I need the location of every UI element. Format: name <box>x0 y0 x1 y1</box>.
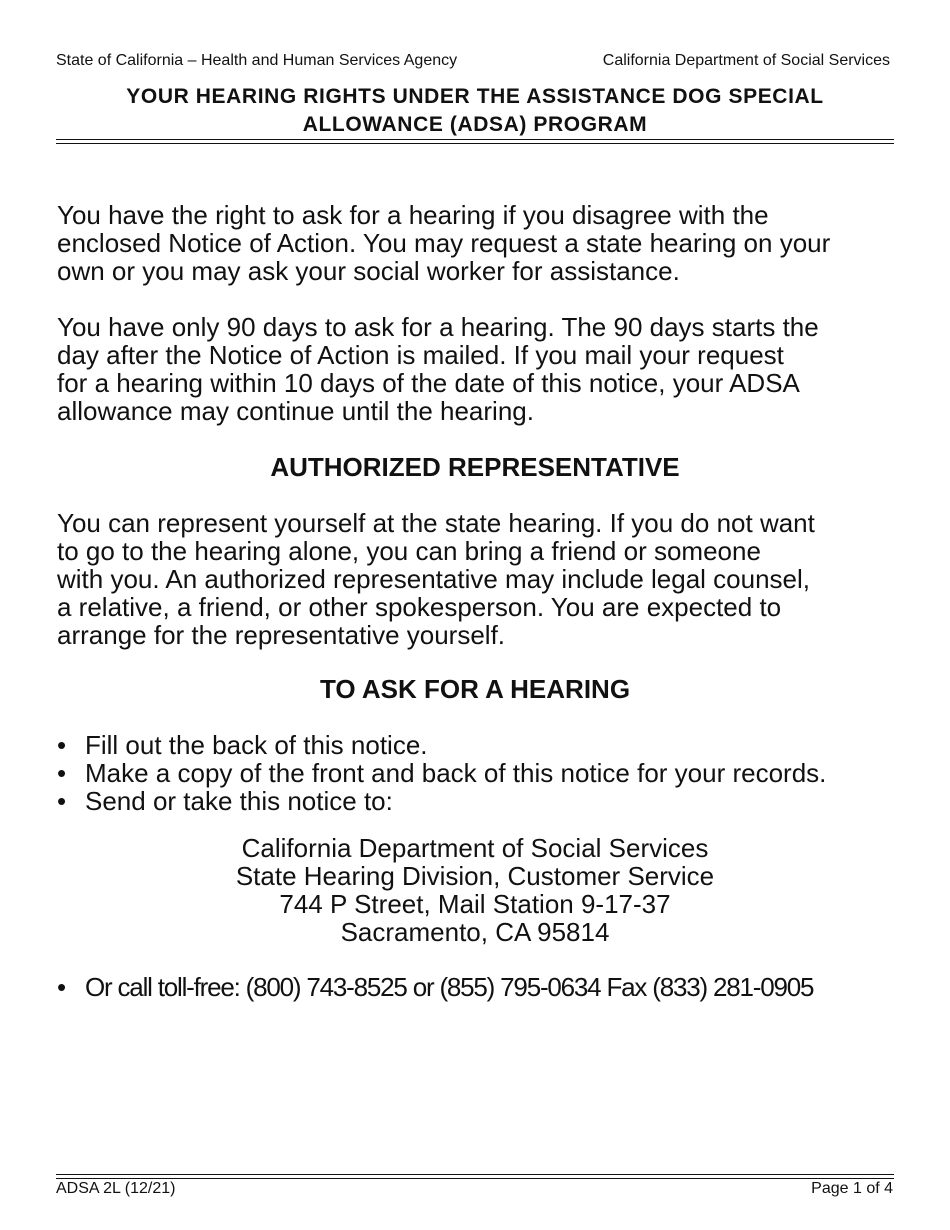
deadline-paragraph <box>57 313 907 425</box>
document-title <box>56 83 894 139</box>
address-line: Sacramento, CA 95814 <box>340 917 610 947</box>
agency-name: State of California – Health and Human Services Agency <box>56 52 458 69</box>
bullet-icon: • <box>57 786 67 816</box>
paragraph-line: with you. An authorized representative may include legal counsel, <box>57 564 810 594</box>
hearing-steps-list <box>57 731 937 815</box>
paragraph-line: arrange for the representative yourself. <box>57 620 506 650</box>
paragraph-line: You can represent yourself at the state hearing. If you do not want <box>57 508 815 538</box>
phone-numbers: Or call toll-free: (800) 743-8525 or (855) 795-0634 Fax (833) 281-0905 <box>85 972 814 1002</box>
authorized-representative-heading: AUTHORIZED REPRESENTATIVE <box>270 452 680 482</box>
paragraph-line: enclosed Notice of Action. You may request a state hearing on your <box>57 228 831 258</box>
department-name: California Department of Social Services <box>602 52 890 69</box>
authorized-representative-paragraph <box>57 509 907 649</box>
address-line: 744 P Street, Mail Station 9-17-37 <box>279 889 671 919</box>
list-item <box>57 787 937 815</box>
footer-divider <box>56 1174 894 1179</box>
step-text: Make a copy of the front and back of this notice for your records. <box>85 758 827 788</box>
ask-for-hearing-heading: TO ASK FOR A HEARING <box>319 674 631 704</box>
page-header <box>56 52 890 70</box>
form-id: ADSA 2L (12/21) <box>56 1180 176 1197</box>
bullet-icon: • <box>57 758 67 788</box>
phone-contact <box>57 972 937 1002</box>
paragraph-line: a relative, a friend, or other spokesperson. You are expected to <box>57 592 782 622</box>
address-line: State Hearing Division, Customer Service <box>235 861 715 891</box>
title-divider <box>56 139 894 144</box>
mailing-address <box>0 834 950 946</box>
paragraph-line: for a hearing within 10 days of the date of this notice, your ADSA <box>57 368 800 398</box>
step-text: Fill out the back of this notice. <box>85 730 428 760</box>
title-line-2: ALLOWANCE (ADSA) PROGRAM <box>302 113 648 136</box>
page-number: Page 1 of 4 <box>811 1180 893 1197</box>
paragraph-line: to go to the hearing alone, you can bring a friend or someone <box>57 536 761 566</box>
address-line: California Department of Social Services <box>241 833 709 863</box>
paragraph-line: You have the right to ask for a hearing if you disagree with the <box>57 200 769 230</box>
paragraph-line: You have only 90 days to ask for a hearing. The 90 days starts the <box>57 312 819 342</box>
intro-paragraph <box>57 201 907 285</box>
list-item <box>57 731 937 759</box>
title-line-1: YOUR HEARING RIGHTS UNDER THE ASSISTANCE DOG SPECIAL <box>126 85 824 108</box>
bullet-icon: • <box>57 730 67 760</box>
bullet-icon: • <box>57 972 67 1002</box>
step-text: Send or take this notice to: <box>85 786 393 816</box>
list-item <box>57 759 937 787</box>
page-footer <box>56 1180 893 1198</box>
paragraph-line: own or you may ask your social worker for assistance. <box>57 256 680 286</box>
paragraph-line: day after the Notice of Action is mailed. If you mail your request <box>57 340 784 370</box>
paragraph-line: allowance may continue until the hearing. <box>57 396 534 426</box>
